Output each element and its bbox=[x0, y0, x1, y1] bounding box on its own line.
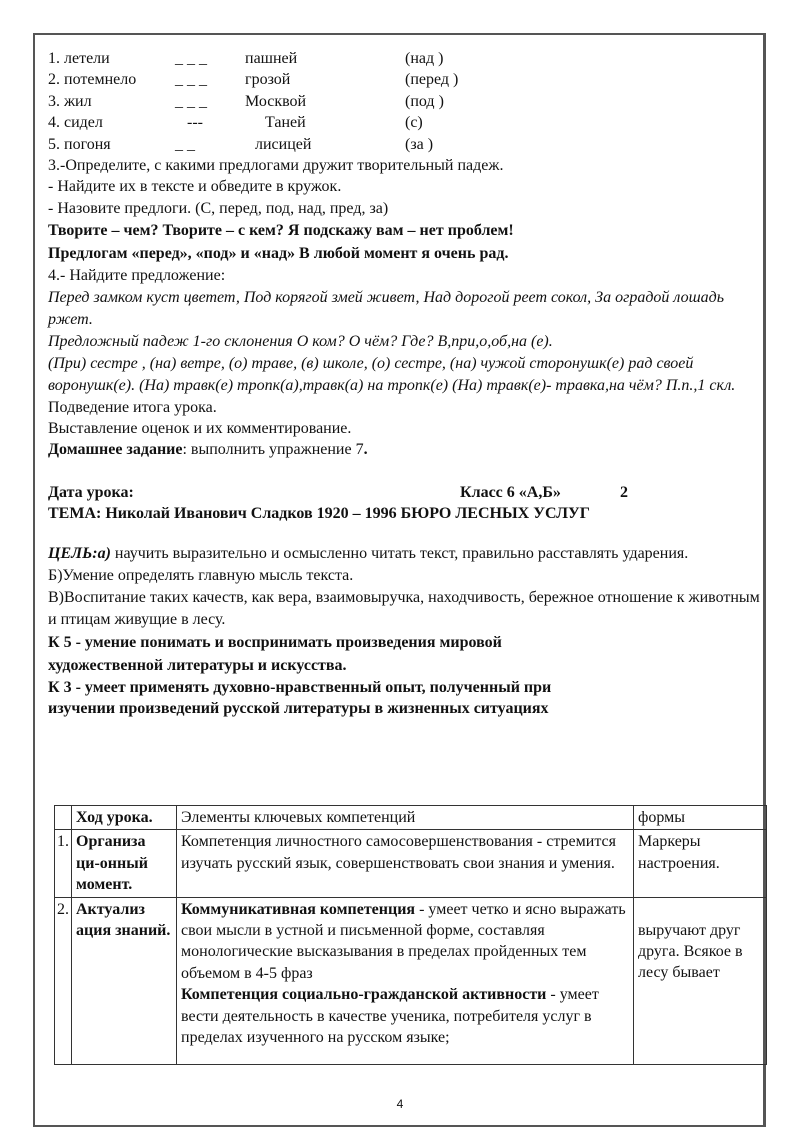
header-step: Ход урока. bbox=[72, 806, 177, 830]
blank: _ _ _ bbox=[175, 92, 207, 110]
table-row bbox=[55, 830, 767, 897]
homework-line bbox=[48, 439, 768, 460]
task4-rule: Предложный падеж 1-го склонения О ком? О чём? Где? В,при,о,об,на (е). bbox=[48, 332, 553, 350]
preposition: (перед ) bbox=[405, 71, 459, 89]
list-item bbox=[48, 91, 768, 112]
table-row bbox=[55, 897, 767, 1064]
noun: Таней bbox=[265, 114, 306, 132]
row-content bbox=[177, 897, 634, 1064]
table-header-row bbox=[55, 806, 767, 830]
preposition: (над ) bbox=[405, 50, 444, 67]
verb: 3. жил bbox=[48, 92, 92, 110]
blank: --- bbox=[187, 114, 203, 132]
goal-c: В)Воспитание таких качеств, как вера, взаимовыручка, находчивость, бережное отношение к животным и птицам живущие в лесу. bbox=[48, 588, 760, 628]
preposition: (с) bbox=[405, 114, 423, 132]
page-number: 4 bbox=[396, 1097, 404, 1111]
goal-a-text: научить выразительно и осмысленно читать текст, правильно расставлять ударения. bbox=[110, 544, 689, 562]
competence-civic: Компетенция социально-гражданской активности bbox=[181, 986, 547, 1004]
document-body bbox=[48, 48, 768, 719]
competence-communicative-text: - умеет четко и ясно выражать свои мысли в устной и письменной форме, составляя монологические высказывания в пределах пройденных тем объемом в 4-5 фраз bbox=[181, 900, 626, 982]
goal-a bbox=[48, 543, 768, 565]
task4-title: 4.- Найдите предложение: bbox=[48, 267, 226, 285]
lesson-header bbox=[48, 482, 768, 503]
header-elements: Элементы ключевых компетенций bbox=[177, 806, 634, 830]
homework-text: : выполнить упражнение 7 bbox=[182, 441, 364, 459]
header-num bbox=[55, 806, 72, 830]
noun: пашней bbox=[245, 50, 298, 67]
goal-b: Б)Умение определять главную мысль текста. bbox=[48, 566, 354, 584]
row-content: Компетенция личностного самосовершенствования - стремится изучать русский язык, совершенствовать свои знания и умения. bbox=[177, 830, 634, 897]
competence-k3: К 3 - умеет применять духовно-нравственный опыт, полученный при изучении произведений русской литературы в жизненных ситуациях bbox=[48, 678, 552, 717]
poem-line1: Творите – чем? Творите – с кем? Я подскажу вам – нет проблем! bbox=[48, 222, 514, 240]
row-step: Организа ци-онный момент. bbox=[72, 830, 177, 897]
verb: 2. потемнело bbox=[48, 71, 137, 89]
homework-label: Домашнее задание bbox=[48, 441, 183, 459]
summary-line: Подведение итога урока. bbox=[48, 398, 217, 416]
lesson-number: 2 bbox=[620, 483, 628, 501]
list-item bbox=[48, 134, 768, 155]
header-forms: формы bbox=[634, 806, 767, 830]
competence-k5: К 5 - умение понимать и воспринимать произведения мировой художественной литературы и искусства. bbox=[48, 633, 502, 674]
task3-line2: - Найдите их в тексте и обведите в кружок. bbox=[48, 178, 342, 196]
list-item bbox=[48, 69, 768, 90]
row-num: 1. bbox=[55, 830, 72, 897]
task4-sentences: Перед замком куст цветет, Под корягой змей живет, Над дорогой реет сокол, За оградой лошадь ржет. bbox=[48, 288, 725, 328]
list-item bbox=[48, 112, 768, 133]
competence-communicative: Коммуникативная компетенция bbox=[181, 900, 416, 918]
noun: лисицей bbox=[255, 135, 312, 153]
grading-line: Выставление оценок и их комментирование. bbox=[48, 420, 352, 438]
task4-examples: (При) сестре , (на) ветре, (о) траве, (в) школе, (о) сестре, (на) чужой сторонушк(е) рад своей воронушк(е). (На) травк(е) тропк(а),травк(а) на тропк(е) (На) травк(е)- травка,на чём? П.п.,1 скл. bbox=[48, 354, 736, 394]
preposition: (за ) bbox=[405, 135, 434, 153]
lesson-date-label: Дата урока: bbox=[48, 483, 134, 501]
blank: _ _ bbox=[175, 135, 195, 153]
row-num: 2. bbox=[55, 897, 72, 1064]
blank: _ _ _ bbox=[175, 50, 207, 67]
competence-civic-text: - умеет вести деятельность в качестве ученика, потребителя услуг в пределах изученного на русском языке; bbox=[181, 986, 599, 1047]
verb: 1. летели bbox=[48, 50, 110, 67]
lesson-theme: ТЕМА: Николай Иванович Сладков 1920 – 1996 БЮРО ЛЕСНЫХ УСЛУГ bbox=[48, 505, 590, 523]
verb: 5. погоня bbox=[48, 135, 111, 153]
lesson-class: Класс 6 «А,Б» bbox=[460, 483, 561, 501]
lesson-table bbox=[54, 805, 767, 1065]
row-forms: Маркеры настроения. bbox=[634, 830, 767, 897]
noun: Москвой bbox=[245, 92, 307, 110]
homework-end: . bbox=[363, 441, 368, 459]
task3-line3: - Назовите предлоги. (С, перед, под, над, пред, за) bbox=[48, 199, 389, 217]
noun: грозой bbox=[245, 71, 291, 89]
poem-line2: Предлогам «перед», «под» и «над» В любой момент я очень рад. bbox=[48, 245, 509, 263]
exercise-list bbox=[48, 48, 768, 155]
list-item bbox=[48, 48, 768, 69]
task3-line1: 3.-Определите, с какими предлогами дружит творительный падеж. bbox=[48, 157, 504, 175]
blank: _ _ _ bbox=[175, 71, 207, 89]
preposition: (под ) bbox=[405, 92, 444, 110]
row-forms: выручают друг друга. Всякое в лесу бывает bbox=[634, 897, 767, 1064]
verb: 4. сидел bbox=[48, 114, 103, 132]
row-step: Актуализ ация знаний. bbox=[72, 897, 177, 1064]
goal-label: ЦЕЛЬ:а) bbox=[48, 544, 111, 562]
